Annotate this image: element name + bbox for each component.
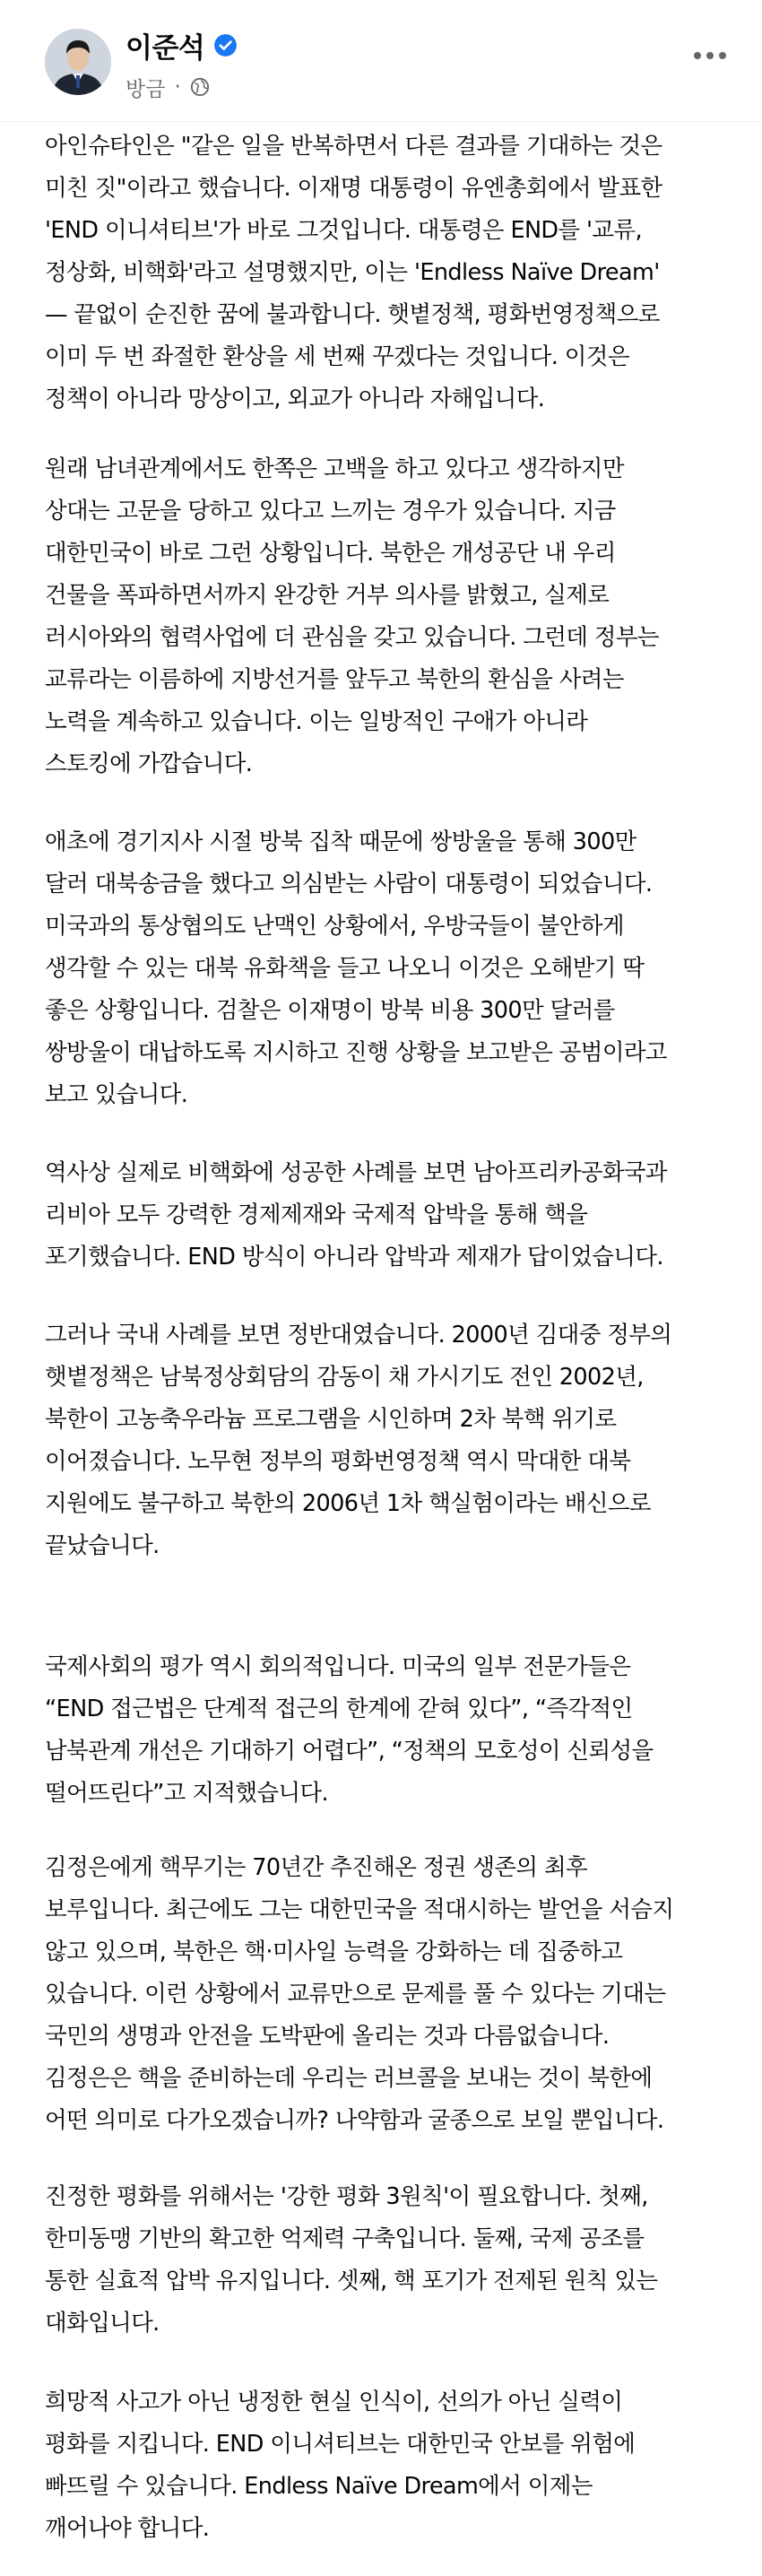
paragraph: 희망적 사고가 아닌 냉정한 현실 인식이, 선의가 아닌 실력이 평화를 지킵니다. END 이니셔티브는 대한민국 안보를 위험에 빠뜨릴 수 있습니다. Endless Naïve Dream에서 이제는 깨어나야 합니다.	[45, 2389, 636, 2542]
author-row	[126, 25, 238, 65]
post-header	[0, 0, 762, 122]
verified-badge-icon	[213, 33, 238, 57]
paragraph: 애초에 경기지사 시절 방북 집착 때문에 쌍방울을 통해 300만 달러 대북송금을 했다고 의심받는 사람이 대통령이 되었습니다. 미국과의 통상협의도 난맥인 상황에서, 우방국들이 불안하게 생각할 수 있는 대북 유화책을 들고 나오니 이것은 오해받기 딱 좋은 상황입니다. 검찰은 이재명이 방북 비용 300만 달러를 쌍방울이 대납하도록 지시하고 진행 상황을 보고받은 공범이라고 보고 있습니다.	[45, 828, 667, 1108]
paragraph: 원래 남녀관계에서도 한쪽은 고백을 하고 있다고 생각하지만 상대는 고문을 당하고 있다고 느끼는 경우가 있습니다. 지금 대한민국이 바로 그런 상황입니다. 북한은 개성공단 내 우리 건물을 폭파하면서까지 완강한 거부 의사를 밝혔고, 실제로 러시아와의 협력사업에 더 관심을 갖고 있습니다. 그런데 정부는 교류라는 이름하에 지방선거를 앞두고 북한의 환심을 사려는 노력을 계속하고 있습니다. 이는 일방적인 구애가 아니라 스토킹에 가깝습니다.	[45, 455, 659, 777]
paragraph: 국제사회의 평가 역시 회의적입니다. 미국의 일부 전문가들은 “END 접근법은 단계적 접근의 한계에 갇혀 있다”, “즉각적인 남북관계 개선은 기대하기 어렵다”, “정책의 모호성이 신뢰성을 떨어뜨린다”고 지적했습니다.	[45, 1653, 654, 1807]
paragraph: 그러나 국내 사례를 보면 정반대였습니다. 2000년 김대중 정부의 햇볕정책은 남북정상회담의 감동이 채 가시기도 전인 2002년, 북한이 고농축우라늄 프로그램을 시인하며 2차 북핵 위기로 이어졌습니다. 노무현 정부의 평화번영정책 역시 막대한 대북 지원에도 불구하고 북한의 2006년 1차 핵실험이라는 배신으로 끝났습니다.	[45, 1322, 672, 1559]
paragraph: 김정은에게 핵무기는 70년간 추진해온 정권 생존의 최후 보루입니다. 최근에도 그는 대한민국을 적대시하는 발언을 서슴지 않고 있으며, 북한은 핵·미사일 능력을 강화하는 데 집중하고 있습니다. 이런 상황에서 교류만으로 문제를 풀 수 있다는 기대는 국민의 생명과 안전을 도박판에 올리는 것과 다름없습니다. 김정은은 핵을 준비하는데 우리는 러브콜을 보내는 것이 북한에 어떤 의미로 다가오겠습니까? 나약함과 굴종으로 보일 뿐입니다.	[45, 1854, 674, 2134]
author-name[interactable]: 이준석	[126, 31, 205, 65]
paragraph: 아인슈타인은 "같은 일을 반복하면서 다른 결과를 기대하는 것은 미친 짓"이라고 했습니다. 이재명 대통령이 유엔총회에서 발표한 'END 이니셔티브'가 바로 그것입니다. 대통령은 END를 '교류, 정상화, 비핵화'라고 설명했지만, 이는 'Endless Naïve Dream' — 끝없이 순진한 꿈에 불과합니다. 햇볕정책, 평화번영정책으로 이미 두 번 좌절한 환상을 세 번째 꾸겠다는 것입니다. 이것은 정책이 아니라 망상이고, 외교가 아니라 자해입니다.	[45, 133, 662, 412]
avatar[interactable]	[45, 29, 111, 95]
paragraph: 역사상 실제로 비핵화에 성공한 사례를 보면 남아프리카공화국과 리비아 모두 강력한 경제제재와 국제적 압박을 통해 핵을 포기했습니다. END 방식이 아니라 압박과 제재가 답이었습니다.	[45, 1159, 667, 1271]
post-timestamp[interactable]: 방금	[126, 77, 166, 101]
more-horizontal-icon	[694, 52, 701, 59]
more-options-button[interactable]	[685, 38, 735, 74]
globe-icon[interactable]	[190, 77, 210, 97]
post-meta	[126, 72, 210, 102]
separator-dot: ·	[174, 75, 181, 99]
paragraph: 진정한 평화를 위해서는 '강한 평화 3원칙'이 필요합니다. 첫째, 한미동맹 기반의 확고한 억제력 구축입니다. 둘째, 국제 공조를 통한 실효적 압박 유지입니다. 셋째, 핵 포기가 전제된 원칙 있는 대화입니다.	[45, 2183, 658, 2337]
